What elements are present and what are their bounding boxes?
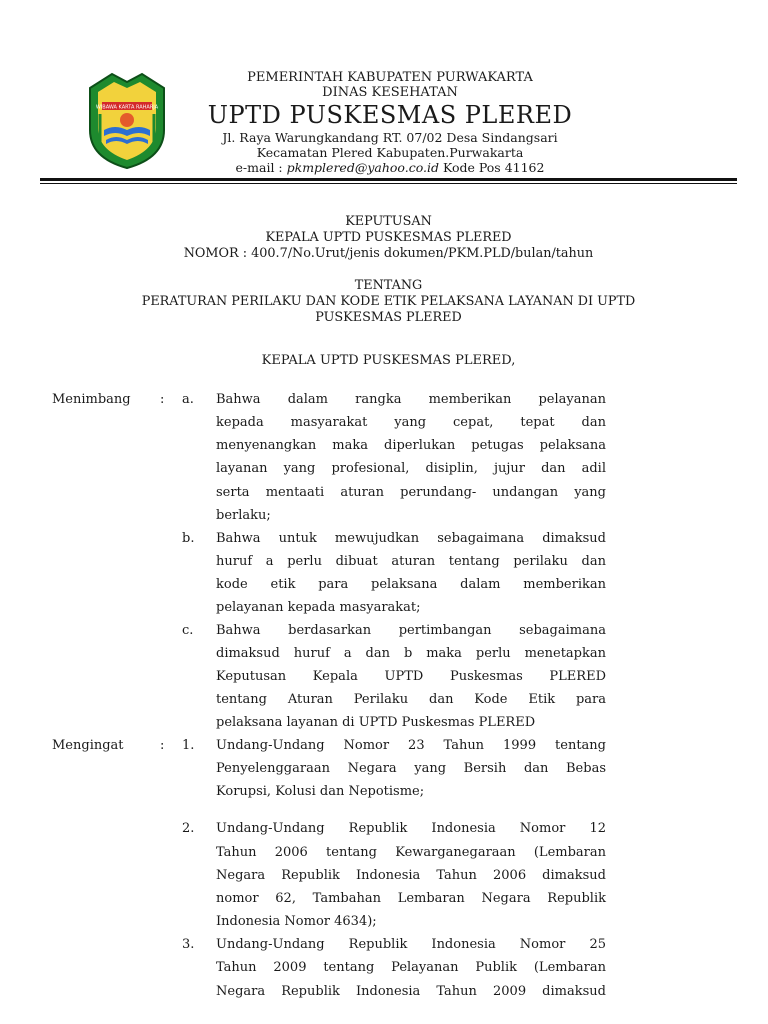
subject-line-1: PERATURAN PERILAKU DAN KODE ETIK PELAKSANA LAYANAN DI UPTD: [141, 294, 636, 309]
institution-title: UPTD PUSKESMAS PLERED: [207, 101, 573, 129]
text-line: menyenangkan maka diperlukan petugas pelaksana: [216, 438, 606, 453]
email-address: pkmplered@yahoo.co.id: [286, 160, 439, 175]
text-line: Negara Republik Indonesia Tahun 2006 dimaksud: [216, 868, 606, 883]
text-line: Undang-Undang Nomor 23 Tahun 1999 tentang: [216, 738, 606, 753]
decree-type: KEPUTUSAN: [345, 214, 432, 229]
text-line: berlaku;: [216, 508, 271, 523]
item-mark: c.: [182, 623, 194, 638]
letterhead: [190, 70, 590, 175]
text-line: serta mentaati aturan perundang- undangan yang: [216, 485, 606, 500]
item-mark: b.: [182, 531, 195, 546]
email-label: e-mail :: [235, 160, 283, 175]
remembering-colon: :: [160, 738, 165, 753]
government-name: PEMERINTAH KABUPATEN PURWAKARTA: [247, 70, 533, 85]
district-line: Kecamatan Plered Kabupaten.Purwakarta: [256, 145, 524, 160]
considering-colon: :: [160, 392, 165, 407]
text-line: nomor 62, Tambahan Lembaran Negara Republik: [216, 891, 606, 906]
emblem-motto: WIBAWA KARTA RAHARJA: [95, 104, 159, 111]
decree-issuer: KEPALA UPTD PUSKESMAS PLERED: [265, 230, 512, 245]
decree-heading: [40, 214, 737, 262]
address-line: Jl. Raya Warungkandang RT. 07/02 Desa Sindangsari: [222, 130, 558, 145]
item-mark: 1.: [182, 738, 195, 753]
department-name: DINAS KESEHATAN: [322, 85, 458, 100]
item-mark: 2.: [182, 821, 195, 836]
text-line: huruf a perlu dibuat aturan tentang perilaku dan: [216, 554, 606, 569]
text-line: Undang-Undang Republik Indonesia Nomor 12: [216, 821, 606, 836]
subject-line-2: PUSKESMAS PLERED: [315, 310, 462, 325]
about-label: TENTANG: [354, 278, 423, 293]
text-line: Negara Republik Indonesia Tahun 2009 dimaksud: [216, 984, 606, 999]
remembering-label: Mengingat: [52, 738, 124, 753]
text-line: Korupsi, Kolusi dan Nepotisme;: [216, 784, 425, 799]
head-of-office: KEPALA UPTD PUSKESMAS PLERED,: [261, 353, 516, 368]
letterhead-divider-thin: [40, 183, 737, 184]
text-line: layanan yang profesional, disiplin, jujur dan adil: [216, 461, 606, 476]
text-line: Bahwa dalam rangka memberikan pelayanan: [216, 392, 606, 407]
text-line: kode etik para pelaksana dalam memberikan: [216, 577, 606, 592]
text-line: Undang-Undang Republik Indonesia Nomor 25: [216, 937, 606, 952]
decree-subject: [40, 278, 737, 326]
text-line: dimaksud huruf a dan b maka perlu menetapkan: [216, 646, 606, 661]
postal-code: Kode Pos 41162: [442, 160, 545, 175]
text-line: Penyelenggaraan Negara yang Bersih dan Bebas: [216, 761, 606, 776]
text-line: Tahun 2006 tentang Kewarganegaraan (Lembaran: [216, 845, 606, 860]
text-line: Keputusan Kepala UPTD Puskesmas PLERED: [216, 669, 606, 684]
considering-label: Menimbang: [52, 392, 131, 407]
text-line: pelayanan kepada masyarakat;: [216, 600, 421, 615]
text-line: Tahun 2009 tentang Pelayanan Publik (Lembaran: [216, 960, 606, 975]
regency-emblem: [82, 70, 172, 170]
contact-line: [190, 160, 590, 175]
item-mark: 3.: [182, 937, 195, 952]
text-line: tentang Aturan Perilaku dan Kode Etik para: [216, 692, 606, 707]
text-line: Bahwa berdasarkan pertimbangan sebagaimana: [216, 623, 606, 638]
text-line: pelaksana layanan di UPTD Puskesmas PLERED: [216, 715, 536, 730]
letterhead-divider: [40, 178, 737, 181]
decree-number: NOMOR : 400.7/No.Urut/jenis dokumen/PKM.PLD/bulan/tahun: [183, 246, 594, 261]
text-line: kepada masyarakat yang cepat, tepat dan: [216, 415, 606, 430]
text-line: Indonesia Nomor 4634);: [216, 914, 377, 929]
item-mark: a.: [182, 392, 194, 407]
text-line: Bahwa untuk mewujudkan sebagaimana dimaksud: [216, 531, 606, 546]
